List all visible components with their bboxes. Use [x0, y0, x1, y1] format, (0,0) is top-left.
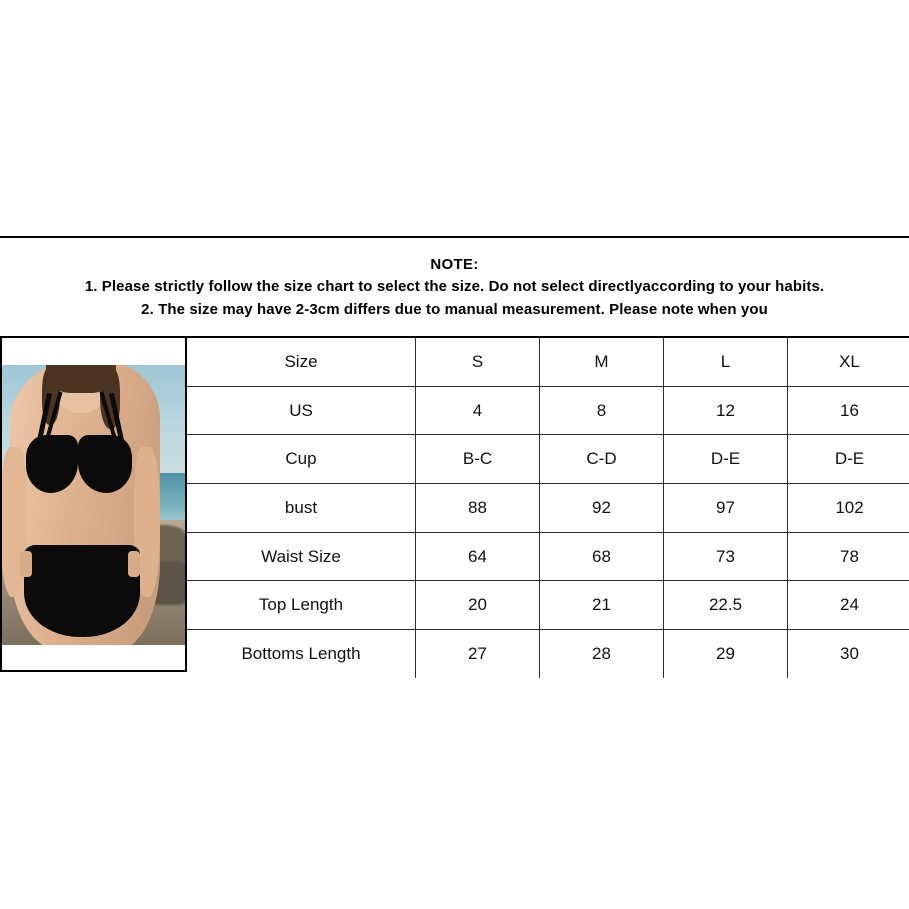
- bikini-bottom: [24, 545, 140, 637]
- cell-value: 30: [788, 630, 909, 678]
- cell-value: 21: [540, 581, 664, 630]
- cell-value: 102: [788, 484, 909, 533]
- table-row: [187, 630, 909, 678]
- table-row: [187, 435, 909, 484]
- cell-value: 20: [416, 581, 540, 630]
- table-row: [187, 484, 909, 533]
- row-label: Bottoms Length: [187, 630, 416, 678]
- cell-value: 92: [540, 484, 664, 533]
- cell-value: 97: [664, 484, 788, 533]
- cell-value: S: [416, 338, 540, 386]
- cell-value: 24: [788, 581, 909, 630]
- row-label: Waist Size: [187, 532, 416, 581]
- row-label: Top Length: [187, 581, 416, 630]
- bikini-cutout-left: [20, 551, 32, 577]
- size-table: [187, 338, 909, 678]
- size-chart-container: [0, 338, 909, 672]
- cell-value: 8: [540, 386, 664, 435]
- cell-value: 64: [416, 532, 540, 581]
- cell-value: D-E: [664, 435, 788, 484]
- cell-value: 22.5: [664, 581, 788, 630]
- product-photo: [2, 365, 185, 645]
- cell-value: 73: [664, 532, 788, 581]
- cell-value: C-D: [540, 435, 664, 484]
- cell-value: 16: [788, 386, 909, 435]
- bikini-cutout-right: [128, 551, 140, 577]
- cell-value: 68: [540, 532, 664, 581]
- cell-value: 12: [664, 386, 788, 435]
- cell-value: D-E: [788, 435, 909, 484]
- bikini-top-right-cup: [78, 435, 132, 493]
- row-label: bust: [187, 484, 416, 533]
- product-photo-cell: [2, 338, 187, 670]
- cell-value: 78: [788, 532, 909, 581]
- cell-value: 4: [416, 386, 540, 435]
- table-row: [187, 338, 909, 386]
- row-label: Cup: [187, 435, 416, 484]
- table-row: [187, 386, 909, 435]
- row-label: Size: [187, 338, 416, 386]
- cell-value: B-C: [416, 435, 540, 484]
- cell-value: XL: [788, 338, 909, 386]
- cell-value: M: [540, 338, 664, 386]
- cell-value: 27: [416, 630, 540, 678]
- table-row: [187, 581, 909, 630]
- note-title: NOTE:: [430, 256, 479, 273]
- note-block: [0, 236, 909, 338]
- note-line-1: 1. Please strictly follow the size chart to select the size. Do not select directlyaccording to your habits.: [84, 278, 825, 295]
- cell-value: 88: [416, 484, 540, 533]
- cell-value: L: [664, 338, 788, 386]
- table-row: [187, 532, 909, 581]
- cell-value: 28: [540, 630, 664, 678]
- cell-value: 29: [664, 630, 788, 678]
- note-line-2: 2. The size may have 2-3cm differs due to manual measurement. Please note when you: [141, 301, 768, 318]
- row-label: US: [187, 386, 416, 435]
